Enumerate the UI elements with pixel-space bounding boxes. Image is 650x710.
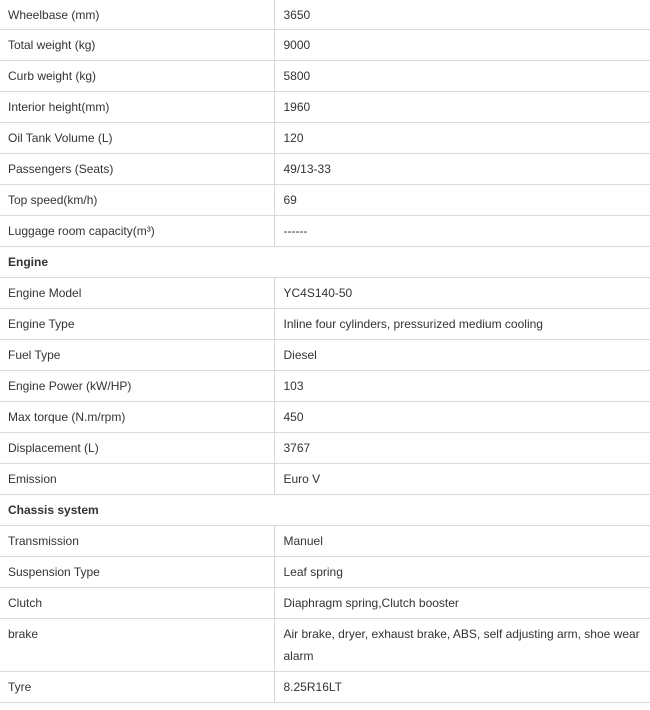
spec-label: Engine Model	[0, 278, 274, 309]
spec-label: Engine Power (kW/HP)	[0, 371, 274, 402]
spec-label: Suspension Type	[0, 557, 274, 588]
spec-value: Air brake, dryer, exhaust brake, ABS, self adjusting arm, shoe wear alarm	[274, 619, 650, 672]
table-row	[0, 526, 650, 557]
spec-label: Wheelbase (mm)	[0, 0, 274, 30]
spec-value: 69	[274, 185, 650, 216]
spec-label: Total weight (kg)	[0, 30, 274, 61]
table-row	[0, 371, 650, 402]
spec-label: Max torque (N.m/rpm)	[0, 402, 274, 433]
table-row	[0, 557, 650, 588]
spec-value: Diaphragm spring,Clutch booster	[274, 588, 650, 619]
spec-label: Tyre	[0, 672, 274, 703]
spec-value: 3767	[274, 433, 650, 464]
spec-value: 103	[274, 371, 650, 402]
spec-value: 450	[274, 402, 650, 433]
spec-label: Fuel Type	[0, 340, 274, 371]
table-row	[0, 61, 650, 92]
table-row	[0, 619, 650, 672]
section-heading-chassis: Chassis system	[0, 495, 650, 526]
spec-value: Leaf spring	[274, 557, 650, 588]
spec-label: Clutch	[0, 588, 274, 619]
section-header-row	[0, 495, 650, 526]
spec-label: Emission	[0, 464, 274, 495]
spec-label: brake	[0, 619, 274, 672]
section-heading-engine: Engine	[0, 247, 650, 278]
spec-label: Interior height(mm)	[0, 92, 274, 123]
table-row	[0, 433, 650, 464]
table-row	[0, 154, 650, 185]
section-header-row	[0, 247, 650, 278]
table-row	[0, 92, 650, 123]
spec-value: 1960	[274, 92, 650, 123]
spec-label: Displacement (L)	[0, 433, 274, 464]
spec-label: Engine Type	[0, 309, 274, 340]
spec-value: Diesel	[274, 340, 650, 371]
spec-label: Top speed(km/h)	[0, 185, 274, 216]
spec-value: Manuel	[274, 526, 650, 557]
spec-label: Luggage room capacity(m³)	[0, 216, 274, 247]
table-row	[0, 402, 650, 433]
table-row	[0, 185, 650, 216]
table-row	[0, 340, 650, 371]
spec-label: Transmission	[0, 526, 274, 557]
table-row	[0, 0, 650, 30]
table-row	[0, 123, 650, 154]
spec-value: 120	[274, 123, 650, 154]
table-row	[0, 309, 650, 340]
spec-value: Inline four cylinders, pressurized medium cooling	[274, 309, 650, 340]
spec-value: 9000	[274, 30, 650, 61]
table-row	[0, 464, 650, 495]
spec-value: 5800	[274, 61, 650, 92]
spec-value: 3650	[274, 0, 650, 30]
table-row	[0, 588, 650, 619]
spec-value: 8.25R16LT	[274, 672, 650, 703]
spec-value: Euro V	[274, 464, 650, 495]
spec-value: 49/13-33	[274, 154, 650, 185]
spec-label: Passengers (Seats)	[0, 154, 274, 185]
table-row	[0, 278, 650, 309]
spec-value: YC4S140-50	[274, 278, 650, 309]
spec-value: ------	[274, 216, 650, 247]
table-row	[0, 30, 650, 61]
table-row	[0, 672, 650, 703]
table-row	[0, 216, 650, 247]
spec-label: Oil Tank Volume (L)	[0, 123, 274, 154]
spec-label: Curb weight (kg)	[0, 61, 274, 92]
